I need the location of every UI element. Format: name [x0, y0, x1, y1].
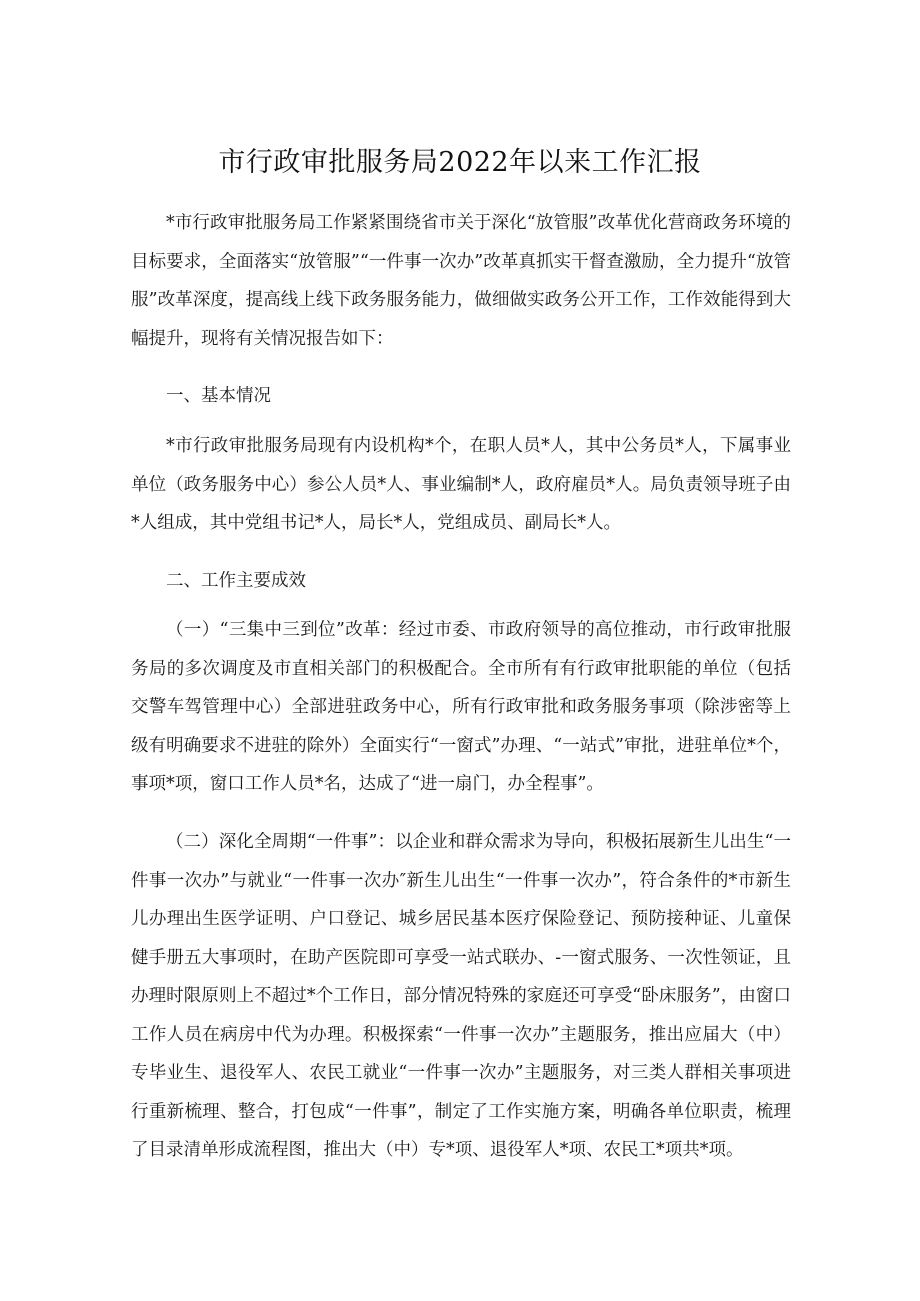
basic-info-paragraph: *市行政审批服务局现有内设机构*个，在职人员*人，其中公务员*人，下属事业单位（政务服务中心）参公人员*人、事业编制*人，政府雇员*人。局负责领导班子由*人组成，其中党组书记*人，局长*人，党组成员、副局长*人。 [131, 436, 791, 533]
achievement-item-1: （一）“三集中三到位”改革：经过市委、市政府领导的高位推动，市行政审批服务局的多次调度及市直相关部门的积极配合。全市所有有行政审批职能的单位（包括交警车驾管理中心）全部进驻政务中心，所有行政审批和政务服务事项（除涉密等上级有明确要求不进驻的除外）全面实行“一窗式”办理、“一站式”审批，进驻单位*个，事项*项，窗口工作人员*名，达成了“进一扇门，办全程事”。 [131, 620, 791, 794]
section-heading-basic-info: 一、基本情况 [166, 386, 271, 406]
section-heading-achievements: 二、工作主要成效 [166, 571, 306, 591]
intro-paragraph: *市行政审批服务局工作紧紧围绕省市关于深化“放管服”改革优化营商政务环境的目标要求，全面落实“放管服”“一件事一次办”改革真抓实干督查激励，全力提升“放管服”改革深度，提高线上线下政务服务能力，做细做实政务公开工作，工作效能得到大幅提升，现将有关情况报告如下： [131, 213, 791, 349]
document-title: 市行政审批服务局2022年以来工作汇报 [218, 147, 702, 178]
achievement-item-2: （二）深化全周期“一件事”：以企业和群众需求为导向，积极拓展新生儿出生“一件事一次办”与就业“一件事一次办″新生儿出生“一件事一次办”，符合条件的*市新生儿办理出生医学证明、户口登记、城乡居民基本医疗保险登记、预防接种证、儿童保健手册五大事项时，在助产医院即可享受一站式联办、-一窗式服务、一次性领证，且办理时限原则上不超过*个工作日，部分情况特殊的家庭还可享受“卧床服务”，由窗口工作人员在病房中代为办理。积极探索“一件事一次办”主题服务，推出应届大（中）专毕业生、退役军人、农民工就业“一件事一次办”主题服务，对三类人群相关事项进行重新梳理、整合，打包成“一件事”，制定了工作实施方案，明确各单位职责，梳理了目录清单形成流程图，推出大（中）专*项、退役军人*项、农民工*项共*项。 [131, 832, 791, 1160]
